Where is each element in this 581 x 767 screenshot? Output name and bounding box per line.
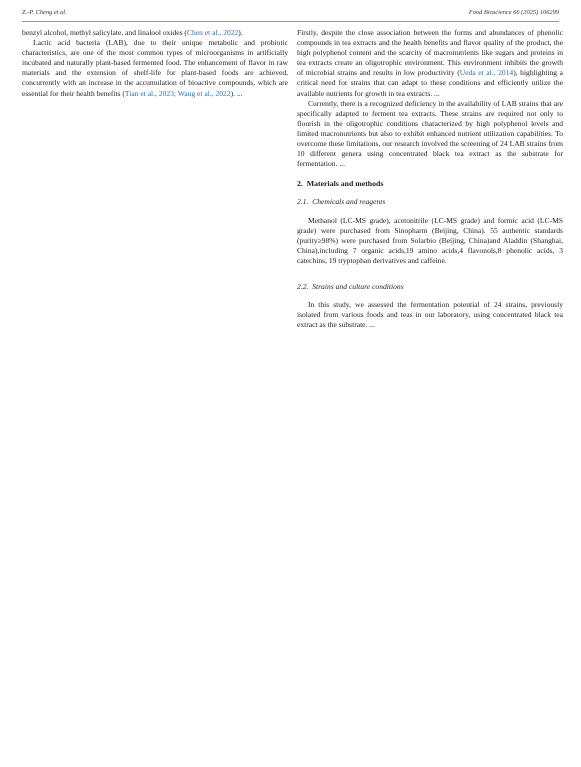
paragraph-text: Firstly, despite the close association between the forms and abundances of phenolic compounds in tea extracts and the health benefits and flavor quality of the product, the high polyphenol content and the scarcity of macronutrients like sugars and proteins in tea extracts create an oligotrophic environment. This environment inhibits the growth of microbial strains and results in low productivity (	[297, 28, 563, 78]
header-authors: Z.-P. Cheng et al.	[22, 9, 67, 16]
header-journal: Food Bioscience 66 (2025) 106299	[468, 9, 559, 16]
paragraph-text: ), highlighting a critical need for strains that can adapt to these conditions and efficiently utilize the available nutrients for growth in tea extracts. ...	[297, 68, 564, 98]
header-rule	[22, 21, 559, 22]
left-column	[22, 28, 288, 99]
paragraph: Methanol (LC-MS grade), acetonitrile (LC-MS grade) and formic acid (LC-MS grade) were purchased from Sinopharm (Beijing, China). 55 authentic standards (purity≥98%) were purchased from Solarbio (Beijing, China)and Aladdin (Shanghai, China),including 7 organic acids,19 amino acids,4 flavonols,8 phenolic acids, 3 catechins, 19 tryptophan derivatives and caffeine.	[297, 215, 563, 265]
paragraph	[22, 38, 288, 99]
paragraph	[297, 28, 563, 99]
right-column	[297, 28, 563, 330]
citation-link[interactable]: Tian et al., 2023; Wang et al., 2022	[124, 88, 231, 98]
paragraph-text: ). ...	[230, 88, 243, 98]
section-heading: 2. Materials and methods	[297, 179, 384, 189]
paragraph-text: benzyl alcohol, methyl salicylate, and linalool oxides (	[22, 28, 187, 37]
citation-link[interactable]: Ueda et al., 2014	[459, 68, 514, 78]
citation-link[interactable]: Chen et al., 2022	[186, 28, 239, 37]
paragraph: In this study, we assessed the fermentation potential of 24 strains, previously isolated from various foods and teas in our laboratory, using concentrated black tea extract as the substrate. ...	[297, 300, 563, 330]
paragraph-text: Lactic acid bacteria (LAB), due to their unique metabolic and probiotic characteristics, are one of the most common types of microorganisms in artificially incubated and naturally plant-based fermented food. The enhancement of flavor in raw materials and the extension of shelf-life for plant-based foods are achieved, concurrently with an increase in the accumulation of bioactive compounds, which are essential for their health benefits (	[22, 38, 288, 98]
subsection-heading: 2.1. Chemicals and reagents	[297, 197, 386, 207]
paragraph	[22, 28, 288, 38]
paragraph: Currently, there is a recognized deficiency in the availability of LAB strains that are specifically adapted to ferment tea extracts. These strains are required not only to flourish in the oligotrophic conditions characterized by high polyphenol levels and limited macronutrients but also to exhibit enhanced nutrient utilization capabilities. To overcome these limitations, our research involved the screening of 24 LAB strains from 10 different genera using concentrated black tea extract as the substrate for fermentation. ...	[297, 98, 563, 169]
subsection-heading: 2.2. Strains and culture conditions	[297, 281, 404, 291]
spacer	[297, 266, 563, 276]
paragraph-text: ).	[238, 28, 243, 37]
running-header	[22, 9, 559, 21]
